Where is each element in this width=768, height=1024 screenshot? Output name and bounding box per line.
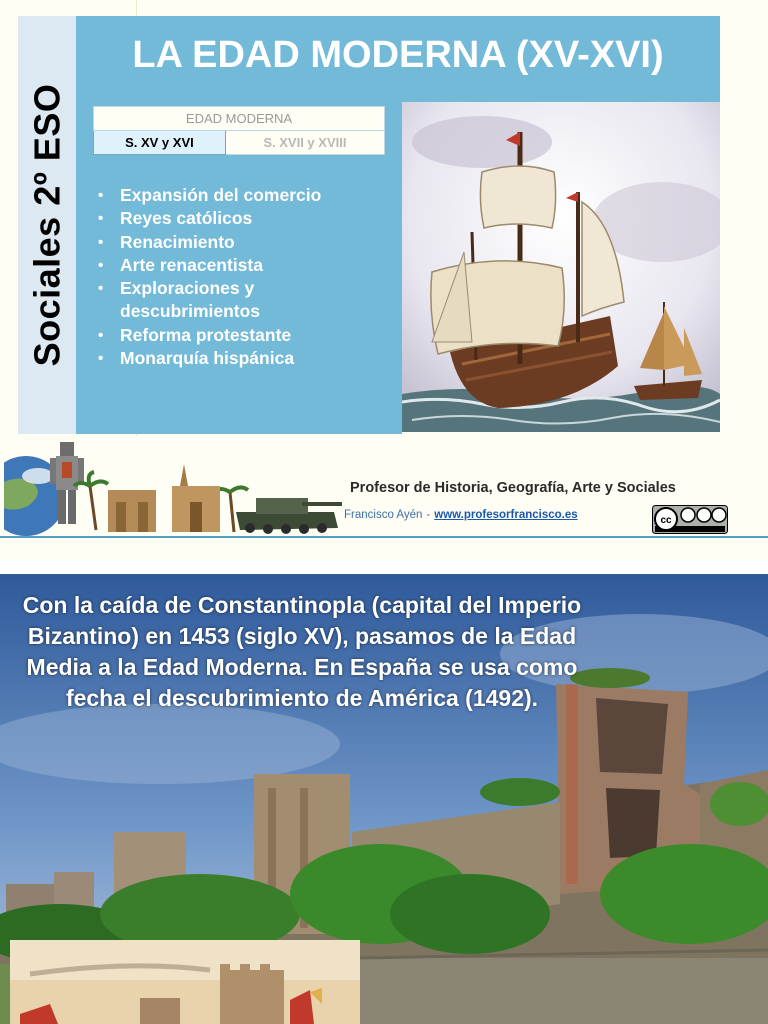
period-table: [93, 106, 385, 155]
list-item: • Monarquía hispánica: [98, 347, 321, 370]
author-line: [344, 509, 578, 521]
tab-s-xv-xvi[interactable]: S. XV y XVI: [94, 131, 226, 155]
cc-license-badge[interactable]: [652, 505, 728, 534]
list-item: • Reforma protestante: [98, 324, 321, 347]
divider: [0, 536, 768, 538]
topic-list: [98, 184, 321, 370]
svg-text:cc: cc: [660, 515, 672, 526]
author-name: Francisco Ayén: [344, 509, 423, 521]
list-item: • Exploraciones y descubrimientos: [98, 277, 308, 324]
intro-text: Con la caída de Constantinopla (capital del Imperio Bizantino) en 1453 (siglo XV), pasamos de la Edad Media a la Edad Moderna. En España se usa como fecha el descubrimiento de América (1492).: [22, 592, 582, 711]
history-banner-image: [4, 436, 344, 536]
siege-painting-image: [10, 940, 360, 1024]
history-banner: [4, 436, 344, 536]
list-item: • Reyes católicos: [98, 207, 321, 230]
tab-s-xvii-xviii[interactable]: S. XVII y XVIII: [225, 131, 384, 155]
teacher-line: Profesor de Historia, Geografía, Arte y Sociales: [350, 480, 676, 496]
side-title-box: [18, 16, 76, 434]
list-item: • Expansión del comercio: [98, 184, 321, 207]
list-item: • Arte renacentista: [98, 254, 321, 277]
cc-icon: [652, 505, 728, 534]
period-table-heading: EDAD MODERNA: [94, 107, 385, 131]
caravel-image: [402, 102, 720, 432]
list-item: • Renacimiento: [98, 231, 321, 254]
slide-title: LA EDAD MODERNA (XV-XVI): [132, 34, 664, 76]
caravel-illustration: [402, 102, 720, 432]
side-title: Sociales 2º ESO: [26, 83, 68, 367]
slide-2: [0, 574, 768, 1024]
siege-painting-inset: [10, 940, 360, 1024]
website-link[interactable]: www.profesorfrancisco.es: [434, 509, 578, 521]
author-separator: -: [426, 509, 431, 521]
